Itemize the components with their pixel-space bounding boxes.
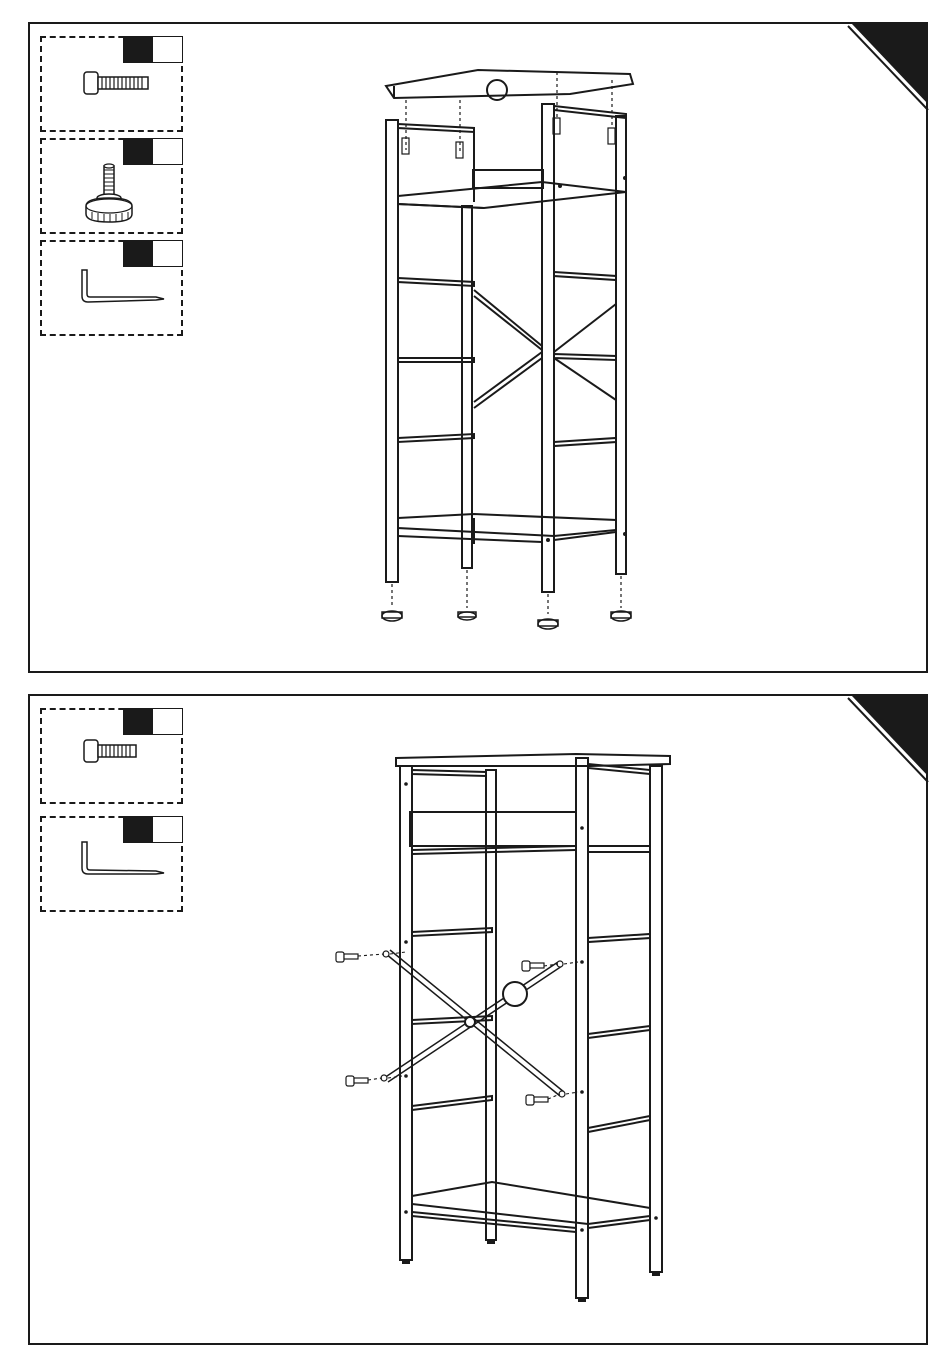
part-box-allen-key — [40, 816, 183, 912]
allen-key-icon — [42, 242, 185, 338]
part-box-bolt — [40, 708, 183, 804]
step-1-panel — [28, 22, 928, 673]
part-box-allen-key — [40, 240, 183, 336]
adjustable-foot-icon — [42, 140, 185, 236]
step-2-panel — [28, 694, 928, 1345]
bolt-icon — [42, 710, 185, 806]
allen-key-icon — [42, 818, 185, 914]
part-box-adjustable-foot — [40, 138, 183, 234]
shelf-assembly-frame — [382, 70, 633, 629]
corner-step-marker — [848, 24, 928, 110]
part-box-bolt — [40, 36, 183, 132]
corner-step-marker — [848, 696, 928, 782]
bolt-icon — [42, 38, 185, 134]
shelf-assembly-frame — [336, 754, 670, 1302]
